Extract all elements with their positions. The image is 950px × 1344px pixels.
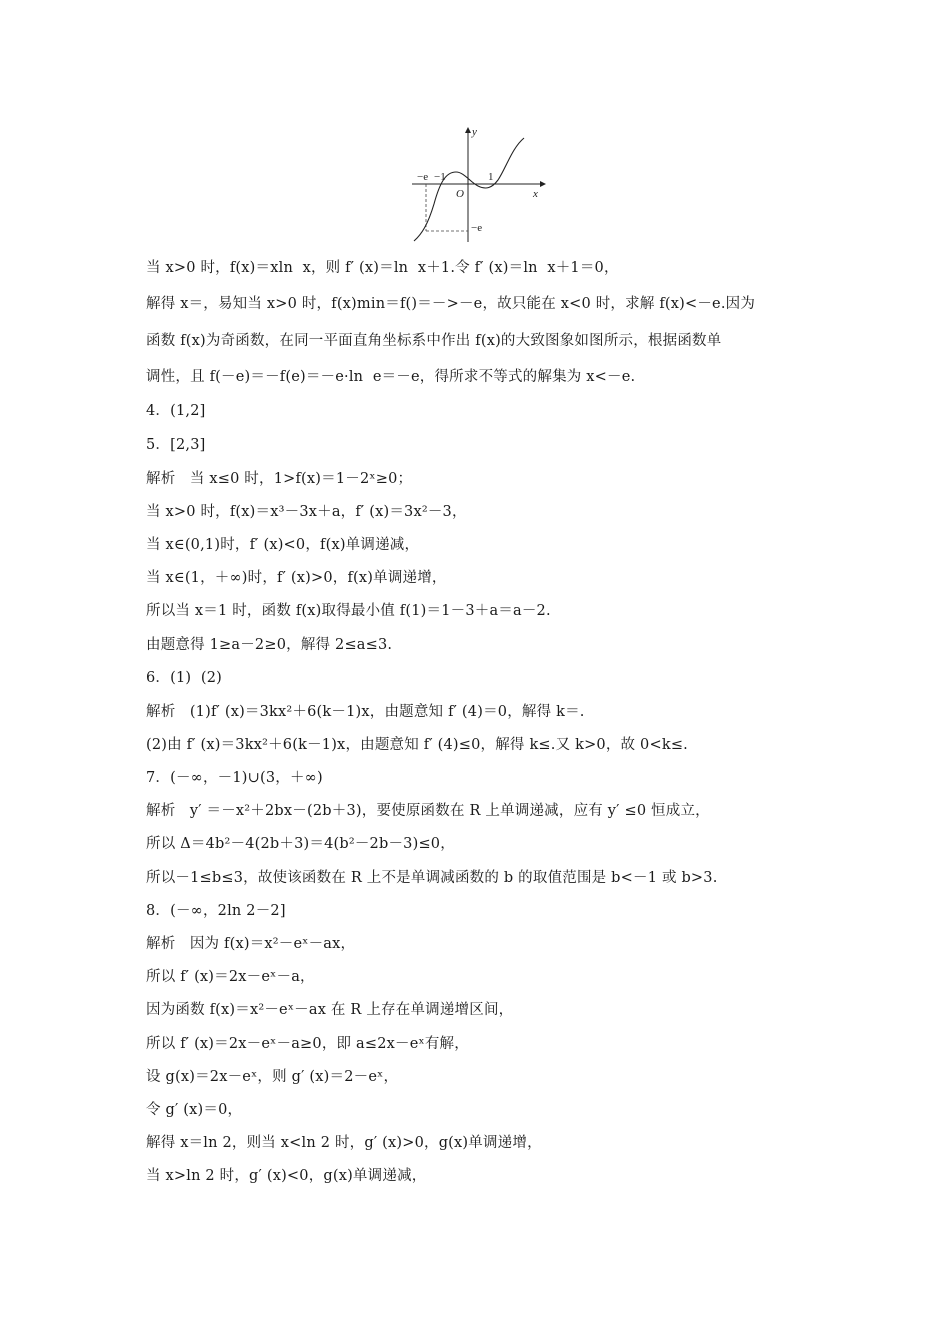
y-axis-label: y — [472, 126, 477, 138]
text-line-4: 调性，且 f(－e)＝－f(e)＝－e·ln e＝－e，得所求不等式的解集为 x<－e. — [146, 369, 636, 385]
text-line-3: 函数 f(x)为奇函数，在同一平面直角坐标系中作出 f(x)的大致图象如图所示，根据函数单 — [146, 333, 722, 349]
text-line-11: 所以当 x＝1 时，函数 f(x)取得最小值 f(1)＝1－3＋a＝a－2. — [146, 603, 551, 619]
text-line-21: 解析 因为 f(x)＝x²－eˣ－ax， — [146, 936, 356, 952]
function-curve — [414, 138, 524, 241]
text-line-17: 解析 y′ ＝－x²＋2bx－(2b＋3)，要使原函数在 R 上单调递减，应有 y′ ≤0 恒成立， — [146, 803, 710, 819]
tick-label-minus-1: −1 — [434, 171, 446, 183]
origin-label: O — [456, 188, 464, 200]
text-line-23: 因为函数 f(x)＝x²－eˣ－ax 在 R 上存在单调递增区间， — [146, 1002, 514, 1018]
tick-label-1: 1 — [488, 171, 494, 183]
text-line-26: 令 g′ (x)＝0， — [146, 1102, 243, 1118]
answer-7: 7．(－∞，－1)∪(3，＋∞) — [146, 770, 323, 786]
text-line-2: 解得 x＝，易知当 x>0 时，f(x)min＝f()＝－>－e，故只能在 x<0 时，求解 f(x)<－e.因为 — [146, 296, 756, 312]
tick-label-neg-e: −e — [417, 171, 429, 183]
text-line-10: 当 x∈(1，＋∞)时，f′ (x)>0，f(x)单调递增， — [146, 570, 447, 586]
function-graph-figure — [400, 124, 550, 246]
y-axis-arrow — [465, 127, 471, 133]
text-line-27: 解得 x＝ln 2，则当 x<ln 2 时，g′ (x)>0，g(x)单调递增， — [146, 1135, 542, 1151]
text-line-12: 由题意得 1≥a－2≥0，解得 2≤a≤3. — [146, 637, 393, 653]
text-line-18: 所以 Δ＝4b²－4(2b＋3)＝4(b²－2b－3)≤0， — [146, 836, 455, 852]
text-line-28: 当 x>ln 2 时，g′ (x)<0，g(x)单调递减， — [146, 1168, 427, 1184]
text-line-7: 解析 当 x≤0 时，1>f(x)＝1－2ˣ≥0； — [146, 471, 413, 487]
x-axis-arrow — [540, 181, 546, 187]
answer-8: 8．(－∞，2ln 2－2] — [146, 903, 286, 919]
text-line-22: 所以 f′ (x)＝2x－eˣ－a， — [146, 969, 315, 985]
text-line-9: 当 x∈(0,1)时，f′ (x)<0，f(x)单调递减， — [146, 537, 420, 553]
answer-5: 5．[2,3] — [146, 437, 206, 453]
text-line-25: 设 g(x)＝2x－eˣ，则 g′ (x)＝2－eˣ， — [146, 1069, 399, 1085]
text-line-1: 当 x>0 时，f(x)＝xln x，则 f′ (x)＝ln x＋1.令 f′ (x)＝ln x＋1＝0， — [146, 260, 619, 276]
text-line-8: 当 x>0 时，f(x)＝x³－3x＋a，f′ (x)＝3x²－3， — [146, 504, 467, 520]
text-line-15: (2)由 f′ (x)＝3kx²＋6(k－1)x，由题意知 f′ (4)≤0，解得 k≤.又 k>0，故 0<k≤. — [146, 737, 688, 753]
x-axis-label: x — [533, 188, 538, 200]
answer-6: 6．(1) (2) — [146, 670, 223, 686]
text-line-19: 所以－1≤b≤3，故使该函数在 R 上不是单调减函数的 b 的取值范围是 b<－1 或 b>3. — [146, 870, 718, 886]
text-line-24: 所以 f′ (x)＝2x－eˣ－a≥0，即 a≤2x－eˣ有解， — [146, 1036, 469, 1052]
tick-label-neg-e-value: −e — [471, 222, 483, 234]
text-line-14: 解析 (1)f′ (x)＝3kx²＋6(k－1)x，由题意知 f′ (4)＝0，解得 k＝. — [146, 704, 585, 720]
answer-4: 4．(1,2] — [146, 403, 206, 419]
